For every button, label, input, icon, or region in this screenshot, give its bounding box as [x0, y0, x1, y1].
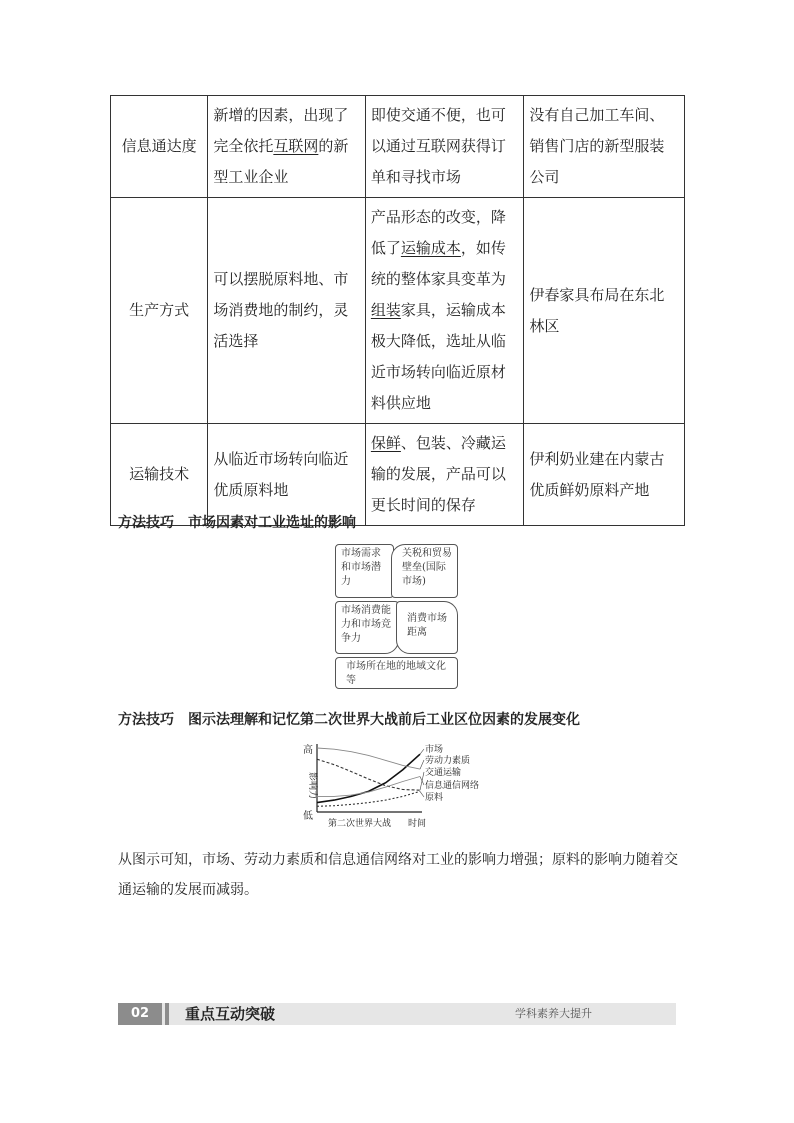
- cell-text: ，如传统的整体家具变革为: [370, 239, 506, 288]
- cell-text: 、包装、冷藏运输的发展，产品可以更长时间的保存: [370, 434, 506, 514]
- example-cell: [524, 424, 685, 526]
- factor-cell: 运输技术: [111, 424, 208, 526]
- footer-subtitle: 学科素养大提升: [515, 1007, 592, 1020]
- series-label-2: 交通运输: [425, 768, 462, 778]
- x-axis-label: 时间: [408, 819, 427, 829]
- effect-cell: [365, 96, 524, 198]
- factor-cell: 信息通达度: [111, 96, 208, 198]
- cell-text: 产品形态的改变，降低了: [370, 208, 506, 257]
- y-low-label: 低: [303, 811, 313, 822]
- cell-text: 家具，运输成本极大降低，选址从临近市场转向临近原材料供应地: [370, 301, 506, 412]
- series-leader-0: [420, 749, 424, 754]
- cell-text: 没有自己加工车间、销售门店的新型服装公司: [529, 106, 665, 186]
- section-heading-market: 方法技巧 市场因素对工业选址的影响: [118, 515, 356, 531]
- y-axis-label: 影响力: [307, 772, 317, 800]
- table-row: [111, 424, 685, 526]
- footer-section-number: 02: [118, 1003, 162, 1025]
- location-factor-chart: [295, 740, 510, 832]
- diagram-box-culture: 市场所在地的地域文化等: [335, 657, 458, 689]
- cell-text: 可以摆脱原料地、市场消费地的制约，灵活选择: [213, 270, 349, 350]
- series-leader-4: [420, 791, 424, 797]
- cell-text: 即使交通不便，也可以通过互联网获得订单和寻找市场: [370, 106, 506, 186]
- underlined-term: 运输成本: [400, 239, 461, 257]
- effect-cell: [365, 424, 524, 526]
- diagram-box-distance: 消费市场距离: [396, 601, 458, 654]
- series-line-2: [317, 759, 420, 790]
- diagram-box-tariff: 关税和贸易壁垒(国际市场): [391, 544, 458, 598]
- change-cell: [208, 96, 366, 198]
- series-leader-1: [420, 760, 424, 769]
- cell-text: 从临近市场转向临近优质原料地: [213, 449, 349, 499]
- cell-text: 的新型工业企业: [213, 137, 349, 186]
- footer-separator: [165, 1003, 169, 1025]
- example-cell: [524, 198, 685, 424]
- diagram-box-capacity: 市场消费能力和市场竞争力: [335, 601, 399, 654]
- series-line-1: [317, 748, 420, 769]
- underlined-term: 组装: [370, 301, 401, 319]
- change-cell: [208, 198, 366, 424]
- series-label-4: 原料: [425, 793, 444, 803]
- cell-text: 伊利奶业建在内蒙古优质鲜奶原料产地: [529, 449, 665, 499]
- industry-location-table: [110, 95, 685, 526]
- x-marker-label: 第二次世界大战: [328, 819, 392, 829]
- series-line-4: [317, 791, 420, 806]
- table-row: [111, 198, 685, 424]
- series-label-0: 市场: [425, 745, 444, 755]
- underlined-term: 互联网: [273, 137, 319, 155]
- section-heading-ww2: 方法技巧 图示法理解和记忆第二次世界大战前后工业区位因素的发展变化: [118, 712, 580, 728]
- diagram-box-demand: 市场需求和市场潜力: [335, 544, 394, 598]
- conclusion-paragraph: 从图示可知，市场、劳动力素质和信息通信网络对工业的影响力增强；原料的影响力随着交通运输的发展而减弱。: [118, 852, 678, 898]
- effect-cell: [365, 198, 524, 424]
- footer-title: 重点互动突破: [185, 1005, 276, 1023]
- series-label-1: 劳动力素质: [425, 756, 471, 766]
- table-row: [111, 96, 685, 198]
- y-high-label: 高: [303, 745, 313, 756]
- factor-cell: 生产方式: [111, 198, 208, 424]
- series-label-3: 信息通信网络: [425, 781, 480, 791]
- series-leader-3: [420, 777, 424, 785]
- cell-text: 伊春家具布局在东北林区: [529, 285, 665, 335]
- example-cell: [524, 96, 685, 198]
- underlined-term: 保鲜: [370, 434, 401, 452]
- cell-text: 新增的因素，出现了完全依托: [213, 106, 349, 155]
- change-cell: [208, 424, 366, 526]
